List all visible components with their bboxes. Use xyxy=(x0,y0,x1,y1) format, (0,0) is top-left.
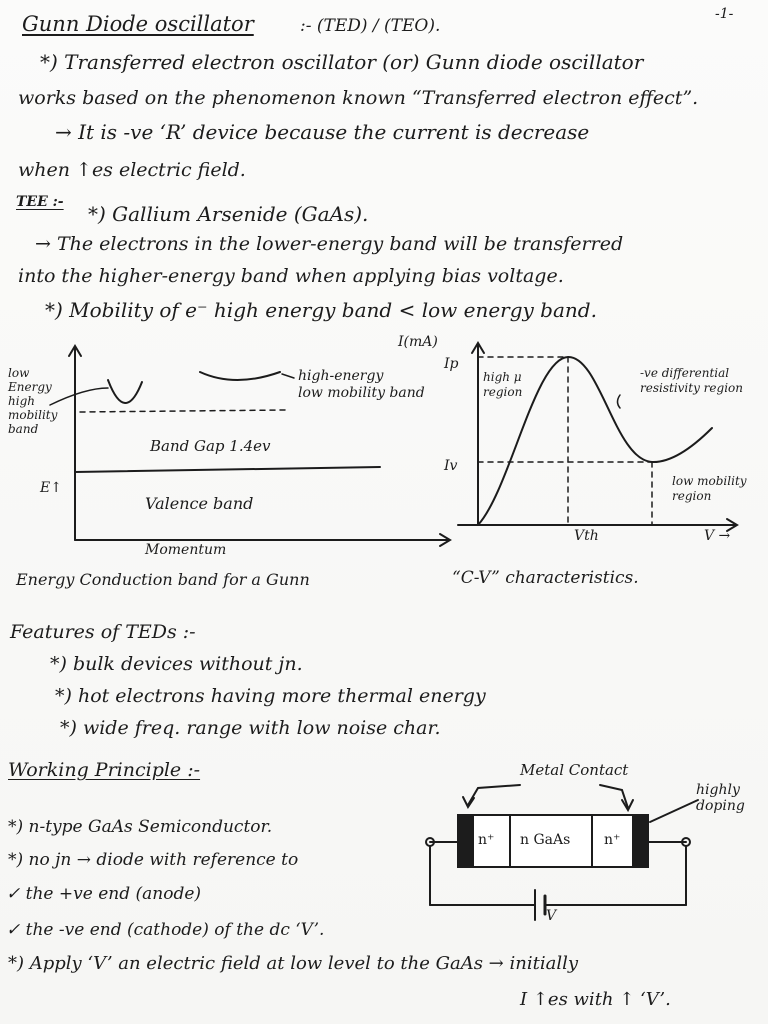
tee-item-1: *) Gallium Arsenide (GaAs). xyxy=(88,202,369,226)
valence-band-label: Valence band xyxy=(145,494,254,513)
band-left-label: low Energy high mobility band xyxy=(8,366,58,436)
battery-label: V xyxy=(546,908,557,924)
intro-line-4: when ↑es electric field. xyxy=(18,159,246,181)
feature-item-2: *) hot electrons having more thermal energy xyxy=(55,685,486,707)
working-item-1: *) n-type GaAs Semiconductor. xyxy=(8,817,273,837)
energy-axis-label: E↑ xyxy=(40,480,62,496)
working-item-4: ✓ the -ve end (cathode) of the dc ‘V’. xyxy=(6,920,325,940)
n-gaas-label: n GaAs xyxy=(520,832,571,848)
working-heading: Working Principle :- xyxy=(8,759,201,781)
n-plus-left-label: n⁺ xyxy=(478,832,495,848)
page-number: -1- xyxy=(715,6,734,22)
tee-item-2b: into the higher-energy band when applying bias voltage. xyxy=(18,265,564,287)
working-item-5: *) Apply ‘V’ an electric field at low level to the GaAs → initially xyxy=(8,953,578,974)
vth-label: Vth xyxy=(574,528,599,544)
page-title: Gunn Diode oscillator xyxy=(22,12,254,36)
iv-y-axis-label: I(mA) xyxy=(398,334,438,350)
intro-line-2: works based on the phenomenon known “Transferred electron effect”. xyxy=(18,87,699,109)
features-heading: Features of TEDs :- xyxy=(10,621,196,643)
intro-line-3: → It is -ve ‘R’ device because the current is decrease xyxy=(55,120,590,144)
title-suffix: :- (TED) / (TEO). xyxy=(300,16,441,36)
working-item-2: *) no jn → diode with reference to xyxy=(8,850,299,870)
low-mobility-region-label: low mobility region xyxy=(672,474,747,503)
tee-label: TEE :- xyxy=(16,194,64,210)
working-item-3: ✓ the +ve end (anode) xyxy=(6,884,202,904)
energy-caption: Energy Conduction band for a Gunn xyxy=(16,570,310,589)
iv-caption: “C-V” characteristics. xyxy=(452,568,639,588)
n-plus-right-label: n⁺ xyxy=(604,832,621,848)
intro-line-1: *) Transferred electron oscillator (or) Gunn diode oscillator xyxy=(40,50,644,74)
tee-item-3: *) Mobility of e⁻ high energy band < low energy band. xyxy=(45,298,597,322)
tee-item-2a: → The electrons in the lower-energy band will be transferred xyxy=(35,233,624,255)
metal-contact-label: Metal Contact xyxy=(520,761,629,779)
iv-x-axis-label: V → xyxy=(704,528,731,544)
high-energy-label: high-energy low mobility band xyxy=(298,368,425,401)
momentum-axis-label: Momentum xyxy=(145,542,227,558)
ip-label: Ip xyxy=(444,356,459,372)
iv-label: Iv xyxy=(444,458,458,474)
highly-doping-label: highly doping xyxy=(696,782,745,814)
gunn-device-circuit xyxy=(426,785,698,920)
high-mu-region-label: high μ region xyxy=(483,370,523,399)
feature-item-1: *) bulk devices without jn. xyxy=(50,653,303,675)
neg-diff-region-label: -ve differential resistivity region xyxy=(640,366,743,395)
band-gap-label: Band Gap 1.4ev xyxy=(150,437,271,455)
working-item-6: I ↑es with ↑ ‘V’. xyxy=(520,989,671,1010)
feature-item-3: *) wide freq. range with low noise char. xyxy=(60,717,441,739)
